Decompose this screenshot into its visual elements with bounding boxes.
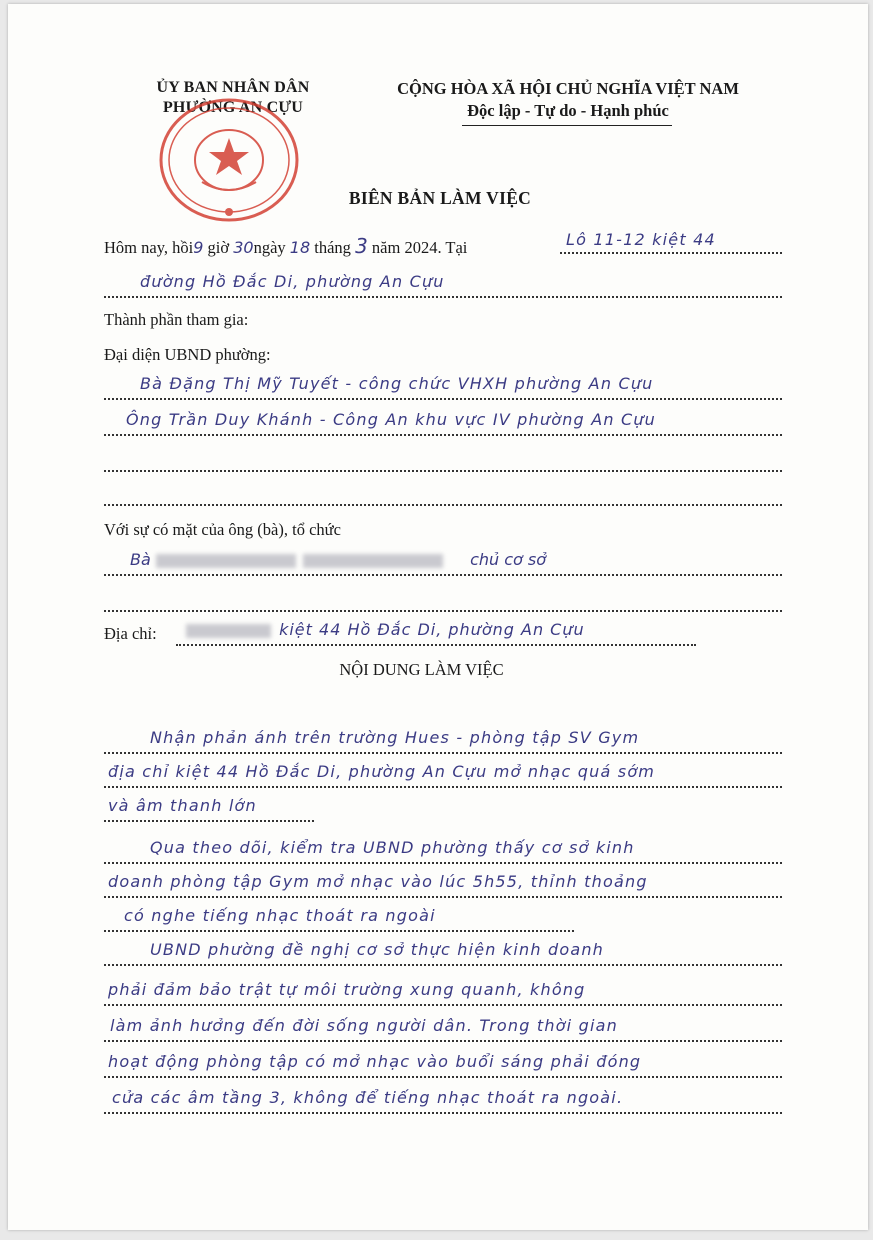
hour-label: giờ xyxy=(203,238,234,257)
presence-role: chủ cơ sở xyxy=(470,550,547,569)
year-label: năm 2024. Tại xyxy=(367,238,468,257)
presence-person xyxy=(130,550,546,569)
content-line-11: cửa các âm tầng 3, không để tiếng nhạc thoát ra ngoài. xyxy=(112,1088,624,1107)
content-line-1: Nhận phản ánh trên trường Hues - phòng tập SV Gym xyxy=(150,728,640,747)
redacted-name xyxy=(156,554,296,568)
date-prefix: Hôm nay, hồi xyxy=(104,238,194,257)
meeting-place: Lô 11-12 kiệt 44 xyxy=(566,230,716,249)
content-title: NỘI DUNG LÀM VIỆC xyxy=(339,660,504,679)
country-name: CỘNG HÒA XÃ HỘI CHỦ NGHĨA VIỆT NAM xyxy=(397,79,739,98)
content-line-5: doanh phòng tập Gym mở nhạc vào lúc 5h55, thỉnh thoảng xyxy=(108,872,648,891)
ubnd-representative-1: Bà Đặng Thị Mỹ Tuyết - công chức VHXH phường An Cựu xyxy=(140,374,654,393)
content-line-4: Qua theo dõi, kiểm tra UBND phường thấy cơ sở kinh xyxy=(150,838,635,857)
presence-prefix: Bà xyxy=(130,550,151,569)
meeting-place-continued: đường Hồ Đắc Di, phường An Cựu xyxy=(140,272,445,291)
national-motto xyxy=(358,78,778,122)
address-label: Địa chỉ: xyxy=(104,624,157,643)
content-line-9: làm ảnh hưởng đến đời sống người dân. Trong thời gian xyxy=(110,1016,618,1035)
content-line-10: hoạt động phòng tập có mở nhạc vào buổi sáng phải đóng xyxy=(108,1052,642,1071)
content-line-2: địa chỉ kiệt 44 Hồ Đắc Di, phường An Cựu mở nhạc quá sớm xyxy=(108,762,656,781)
content-line-8: phải đảm bảo trật tự môi trường xung quanh, không xyxy=(108,980,586,999)
motto-underline xyxy=(462,125,672,126)
day-label: ngày xyxy=(253,238,290,257)
authority-line-1: ỦY BAN NHÂN DÂN xyxy=(156,79,310,96)
dotted-line xyxy=(104,486,782,506)
address-value xyxy=(186,620,585,639)
content-line-6: có nghe tiếng nhạc thoát ra ngoài xyxy=(124,906,436,925)
motto: Độc lập - Tự do - Hạnh phúc xyxy=(467,101,669,120)
month-label: tháng xyxy=(310,238,356,257)
authority-line-2: PHƯỜNG AN CỰU xyxy=(162,99,304,116)
address-text: kiệt 44 Hồ Đắc Di, phường An Cựu xyxy=(279,620,585,639)
content-line-7: UBND phường đề nghị cơ sở thực hiện kinh doanh xyxy=(150,940,605,959)
day-value: 18 xyxy=(289,238,311,257)
redacted-address xyxy=(186,624,271,638)
participants-label: Thành phần tham gia: xyxy=(104,310,249,329)
dotted-line xyxy=(104,592,782,612)
presence-label: Với sự có mặt của ông (bà), tổ chức xyxy=(104,520,341,539)
hour-value: 9 xyxy=(193,238,204,257)
redacted-name xyxy=(303,554,443,568)
dotted-line xyxy=(104,452,782,472)
document-title: BIÊN BẢN LÀM VIỆC xyxy=(348,188,532,208)
content-line-3: và âm thanh lớn xyxy=(108,796,257,815)
ubnd-representatives-label: Đại diện UBND phường: xyxy=(104,345,271,364)
month-value: 3 xyxy=(355,234,368,258)
ubnd-representative-2: Ông Trần Duy Khánh - Công An khu vực IV phường An Cựu xyxy=(126,410,657,429)
minute-value: 30 xyxy=(233,238,254,257)
